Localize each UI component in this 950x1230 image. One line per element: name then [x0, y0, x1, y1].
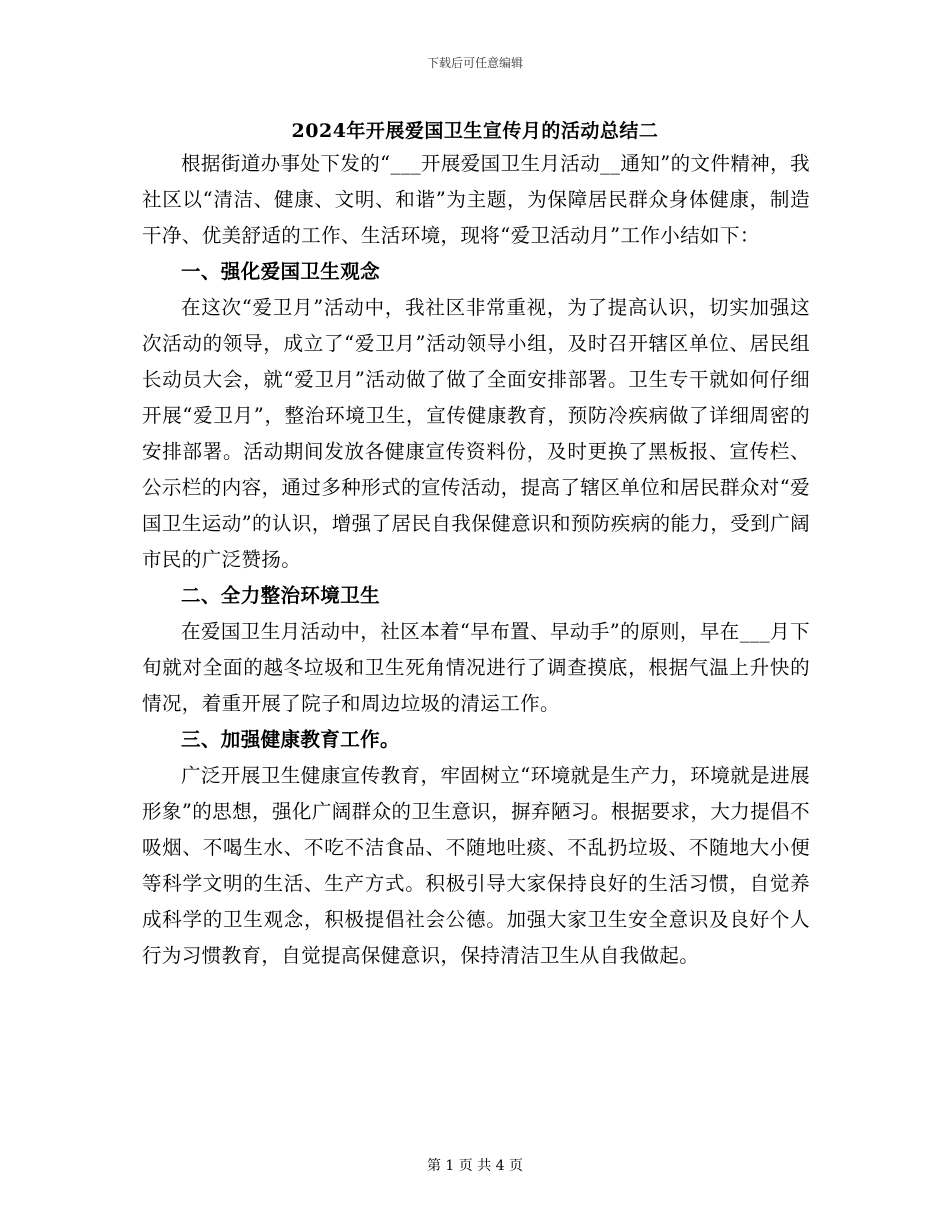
header-note: 下载后可任意编辑	[426, 56, 523, 70]
intro-paragraph: 根据街道办事处下发的“___开展爱国卫生月活动__通知”的文件精神，我社区以“清洁、健康、文明、和谐”为主题，为保障居民群众身体健康，制造干净、优美舒适的工作、生活环境，现将“爱卫活动月”工作小结如下：	[142, 152, 810, 247]
document-title: 2024年开展爱国卫生宣传月的活动总结二	[291, 120, 659, 142]
section-paragraph-3: 广泛开展卫生健康宣传教育，牢固树立“环境就是生产力，环境就是进展形象”的思想，强化广阔群众的卫生意识，摒弃陋习。根据要求，大力提倡不吸烟、不喝生水、不吃不洁食品、不随地吐痰、不乱扔垃圾、不随地大小便等科学文明的生活、生产方式。积极引导大家保持良好的生活习惯，自觉养成科学的卫生观念，积极提倡社会公德。加强大家卫生安全意识及良好个人行为习惯教育，自觉提高保健意识，保持清洁卫生从自我做起。	[142, 764, 810, 967]
page-number: 第 1 页 共 4 页	[426, 1158, 524, 1174]
section-paragraph-1: 在这次“爱卫月”活动中，我社区非常重视，为了提高认识，切实加强这次活动的领导，成立了“爱卫月”活动领导小组，及时召开辖区单位、居民组长动员大会，就“爱卫月”活动做了做了全面安排部署。卫生专干就如何仔细开展“爱卫月”，整治环境卫生，宣传健康教育，预防冷疾病做了详细周密的安排部署。活动期间发放各健康宣传资料份，及时更换了黑板报、宣传栏、公示栏的内容，通过多种形式的宣传活动，提高了辖区单位和居民群众对“爱国卫生运动”的认识，增强了居民自我保健意识和预防疾病的能力，受到广阔市民的广泛赞扬。	[142, 296, 810, 571]
section-heading-3: 三、加强健康教育工作。	[181, 728, 400, 751]
section-heading-2: 二、全力整治环境卫生	[181, 584, 381, 607]
section-heading-1: 一、强化爱国卫生观念	[181, 260, 381, 283]
section-paragraph-2: 在爱国卫生月活动中，社区本着“早布置、早动手”的原则，早在___月下旬就对全面的越冬垃圾和卫生死角情况进行了调查摸底，根据气温上升快的情况，着重开展了院子和周边垃圾的清运工作。	[142, 620, 810, 715]
document-body	[142, 146, 810, 974]
